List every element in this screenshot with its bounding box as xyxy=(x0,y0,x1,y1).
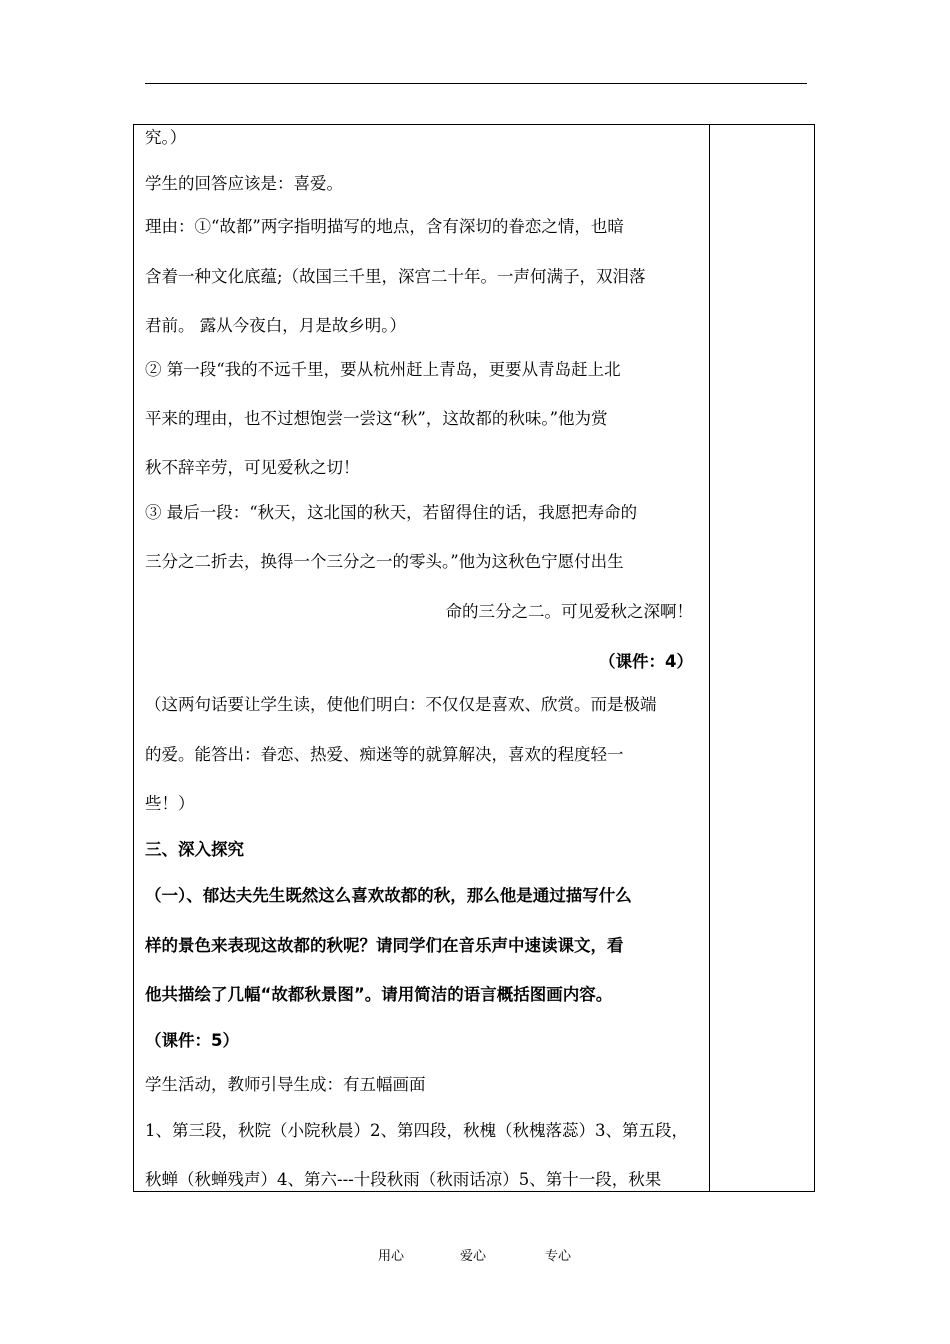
text-line: 命的三分之二。可见爱秋之深啊！ xyxy=(445,602,693,621)
table-column-divider xyxy=(709,124,710,1192)
text-line: 理由：①“故都”两字指明描写的地点，含有深切的眷恋之情，也暗 xyxy=(145,217,624,236)
text-line: （这两句话要让学生读，使他们明白：不仅仅是喜欢、欣赏。而是极端 xyxy=(145,695,657,714)
question-line: 他共描绘了几幅“故都秋景图”。请用简洁的语言概括图画内容。 xyxy=(145,985,613,1004)
text-line: 君前。 露从今夜白，月是故乡明。） xyxy=(145,316,406,335)
text-line: 些！） xyxy=(145,794,195,813)
text-line: 究。） xyxy=(145,128,187,147)
text-line: 1、第三段，秋院（小院秋晨）2、第四段，秋槐（秋槐落蕊）3、第五段， xyxy=(145,1121,688,1140)
header-rule xyxy=(145,83,807,84)
courseware-label: （课件：5） xyxy=(145,1031,239,1050)
text-line: ② 第一段“我的不远千里，要从杭州赶上青岛，更要从青岛赶上北 xyxy=(145,360,621,379)
text-line: 秋蝉（秋蝉残声）4、第六---十段秋雨（秋雨话凉）5、第十一段，秋果 xyxy=(145,1170,662,1189)
text-line: 的爱。能答出：眷恋、热爱、痴迷等的就算解决，喜欢的程度轻一 xyxy=(145,745,624,764)
text-line: 平来的理由，也不过想饱尝一尝这“秋”，这故都的秋味。”他为赏 xyxy=(145,409,608,428)
footer-item: 专心 xyxy=(545,1249,572,1264)
text-line: 秋不辞辛劳，可见爱秋之切！ xyxy=(145,458,360,477)
courseware-label: （课件：4） xyxy=(599,652,693,671)
question-line: 样的景色来表现这故都的秋呢？请同学们在音乐声中速读课文，看 xyxy=(145,936,624,955)
text-line: 含着一种文化底蕴;（故国三千里，深宫二十年。一声何满子，双泪落 xyxy=(145,267,646,286)
text-line: 三分之二折去，换得一个三分之一的零头。”他为这秋色宁愿付出生 xyxy=(145,552,624,571)
footer-item: 用心 xyxy=(378,1249,405,1264)
footer-item: 爱心 xyxy=(460,1249,487,1264)
section-heading: 三、深入探究 xyxy=(145,840,244,859)
text-line: 学生的回答应该是：喜爱。 xyxy=(145,174,343,193)
text-line: ③ 最后一段：“秋天，这北国的秋天，若留得住的话，我愿把寿命的 xyxy=(145,503,638,522)
question-line: （一）、郁达夫先生既然这么喜欢故都的秋，那么他是通过描写什么 xyxy=(145,886,632,905)
text-line: 学生活动，教师引导生成：有五幅画面 xyxy=(145,1075,426,1094)
